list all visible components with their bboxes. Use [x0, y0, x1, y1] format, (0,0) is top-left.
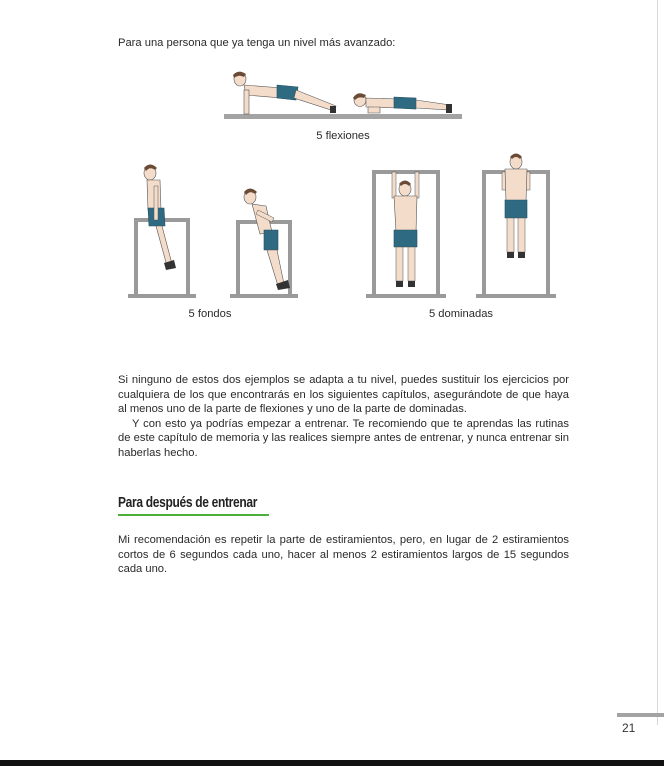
section-text [118, 533, 569, 577]
body-text [118, 373, 569, 461]
pushup-figure-down [353, 94, 452, 114]
dips-caption: 5 fondos [188, 308, 232, 320]
pullups-caption: 5 dominadas [428, 308, 494, 320]
bottom-bar [0, 760, 664, 766]
pushup-floor [224, 114, 462, 119]
section-paragraph: Mi recomendación es repetir la parte de estiramientos, pero, en lugar de 2 estiramientos cortos de 6 segundos cada uno, hacer al menos 2 estiramientos largos de 15 segundos cada uno. [118, 534, 569, 576]
pullups-illustration [364, 152, 558, 300]
body-paragraph-2: Y con esto ya podrías empezar a entrenar. Te recomiendo que te aprendas las rutinas de este capítulo de memoria y las realices siempre antes de entrenar, y nunca entrenar sin haberlas hecho. [118, 417, 569, 459]
page-edge [657, 0, 664, 725]
page-number-rule [617, 713, 664, 717]
page-number: 21 [622, 721, 636, 735]
pushup-illustration [222, 68, 464, 122]
section-underline [118, 514, 269, 516]
pushup-figure-up [233, 72, 336, 114]
body-paragraph-1: Si ninguno de estos dos ejemplos se adapta a tu nivel, puedes sustituir los ejercicios por cualquiera de los que encontrarás en los siguientes capítulos, asegurándote de que haya al menos uno de la parte de flexiones y uno de la parte de dominadas. [118, 374, 569, 416]
dips-figure-down [244, 189, 290, 291]
section-title: Para después de entrenar [118, 494, 258, 511]
dips-illustration [126, 160, 304, 300]
pullup-figure-top [502, 154, 530, 259]
intro-text: Para una persona que ya tenga un nivel más avanzado: [118, 37, 396, 49]
dips-figure-up [144, 165, 176, 271]
pullup-figure-hang [392, 172, 419, 287]
pushups-caption: 5 flexiones [316, 130, 370, 142]
